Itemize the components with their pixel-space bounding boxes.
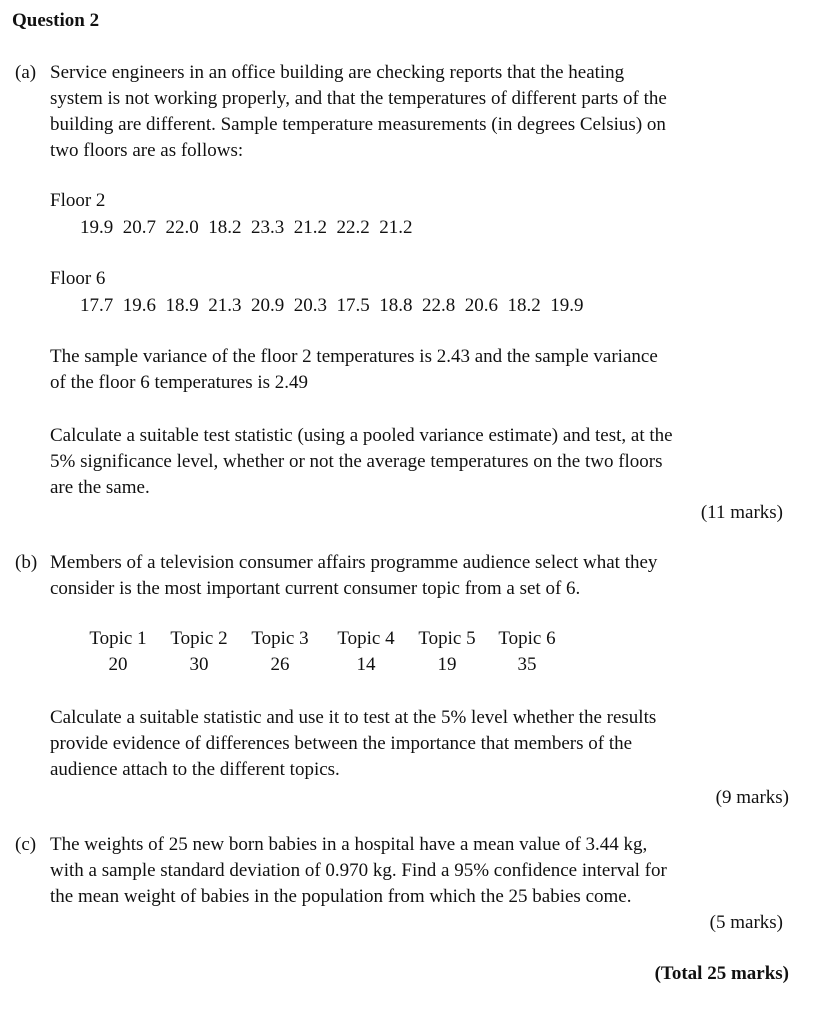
floor2-label: Floor 2 bbox=[50, 190, 106, 211]
part-a-intro-line: two floors are as follows: bbox=[50, 140, 244, 161]
part-c-line: the mean weight of babies in the population from which the 25 babies come. bbox=[50, 886, 632, 907]
topic-header: Topic 2 bbox=[170, 628, 228, 649]
topic-count: 35 bbox=[517, 654, 537, 675]
variance-line: The sample variance of the floor 2 temperatures is 2.43 and the sample variance bbox=[50, 346, 658, 367]
part-c-marks: (5 marks) bbox=[709, 912, 783, 933]
topic-header: Topic 4 bbox=[337, 628, 395, 649]
topic-header: Topic 1 bbox=[89, 628, 147, 649]
part-c-label: (c) bbox=[15, 834, 37, 855]
part-b-label: (b) bbox=[15, 552, 38, 573]
question-title: Question 2 bbox=[12, 10, 100, 31]
topic-header: Topic 6 bbox=[498, 628, 556, 649]
part-b-task-line: Calculate a suitable statistic and use it to test at the 5% level whether the results bbox=[50, 707, 657, 728]
part-b-intro-line: consider is the most important current consumer topic from a set of 6. bbox=[50, 578, 581, 599]
part-b-intro-line: Members of a television consumer affairs programme audience select what they bbox=[50, 552, 658, 573]
topic-header: Topic 3 bbox=[251, 628, 309, 649]
topic-count: 26 bbox=[270, 654, 290, 675]
part-a-task-line: 5% significance level, whether or not the average temperatures on the two floors bbox=[50, 451, 663, 472]
part-b-task-line: audience attach to the different topics. bbox=[50, 759, 340, 780]
topic-header: Topic 5 bbox=[418, 628, 476, 649]
floor6-values: 17.7 19.6 18.9 21.3 20.9 20.3 17.5 18.8 22.8 20.6 18.2 19.9 bbox=[80, 295, 584, 316]
part-c-line: with a sample standard deviation of 0.970 kg. Find a 95% confidence interval for bbox=[50, 860, 667, 881]
part-b-marks: (9 marks) bbox=[715, 787, 789, 808]
part-a-intro-line: Service engineers in an office building are checking reports that the heating bbox=[50, 62, 625, 83]
topic-count: 30 bbox=[189, 654, 209, 675]
topic-count: 14 bbox=[356, 654, 376, 675]
part-a-task-line: Calculate a suitable test statistic (using a pooled variance estimate) and test, at the bbox=[50, 425, 673, 446]
part-b-task-line: provide evidence of differences between the importance that members of the bbox=[50, 733, 633, 754]
topic-count: 19 bbox=[437, 654, 457, 675]
part-a-task-line: are the same. bbox=[50, 477, 150, 498]
floor2-values: 19.9 20.7 22.0 18.2 23.3 21.2 22.2 21.2 bbox=[80, 217, 413, 238]
part-a-intro-line: building are different. Sample temperature measurements (in degrees Celsius) on bbox=[50, 114, 666, 135]
part-a-label: (a) bbox=[15, 62, 37, 83]
part-c-line: The weights of 25 new born babies in a hospital have a mean value of 3.44 kg, bbox=[50, 834, 648, 855]
variance-line: of the floor 6 temperatures is 2.49 bbox=[50, 372, 309, 393]
part-a-intro-line: system is not working properly, and that the temperatures of different parts of the bbox=[50, 88, 667, 109]
part-a-marks: (11 marks) bbox=[700, 502, 783, 523]
total-marks: (Total 25 marks) bbox=[654, 963, 789, 984]
floor6-label: Floor 6 bbox=[50, 268, 106, 289]
topic-count: 20 bbox=[108, 654, 128, 675]
